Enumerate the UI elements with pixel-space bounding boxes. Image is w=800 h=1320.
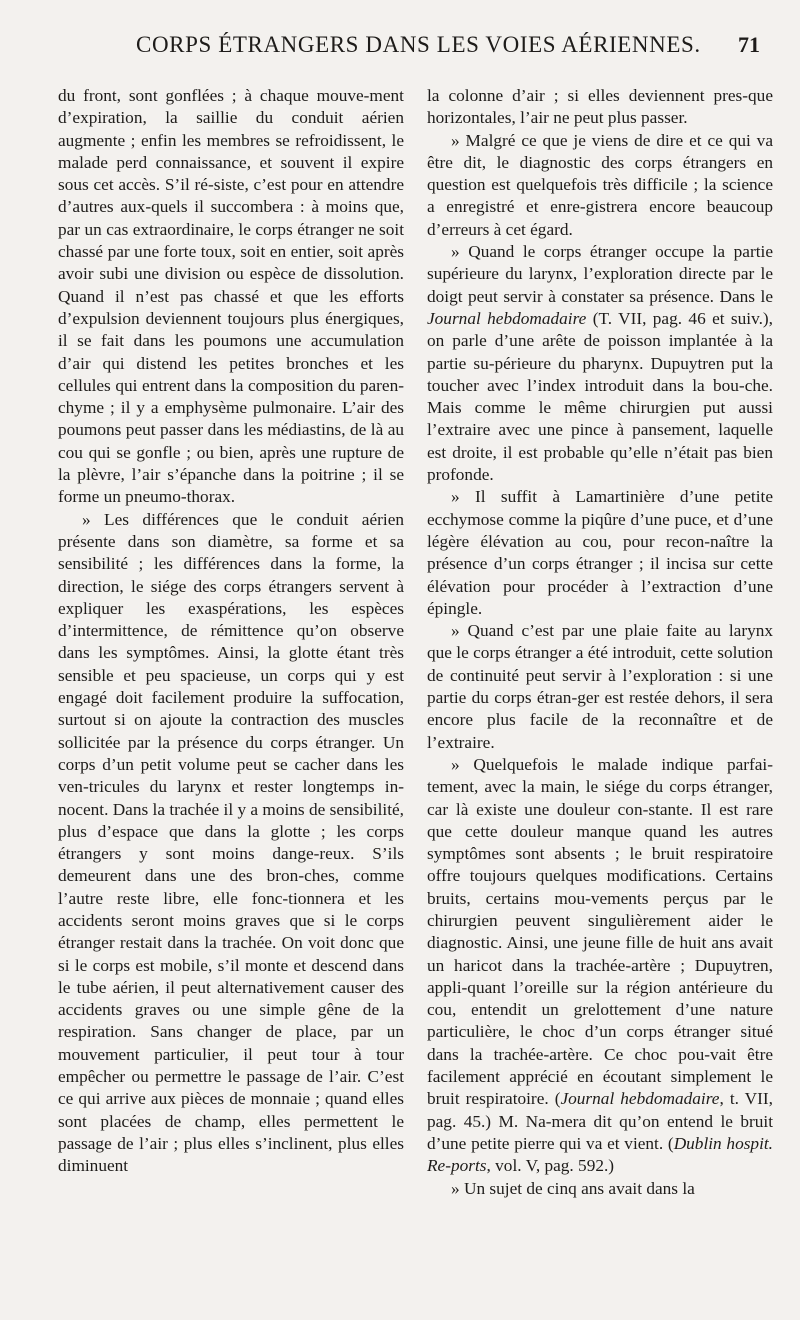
- running-title: CORPS ÉTRANGERS DANS LES VOIES AÉRIENNES.: [136, 32, 701, 57]
- paragraph: » Quand c’est par une plaie faite au larynx que le corps étranger a été introduit, cette solution de continuité peut servir à l’exploration : si une partie du corps étran-ger est restée dehors, il sera encore plus facile de la reconnaître et de l’extraire.: [427, 621, 773, 752]
- paragraph: » Quelquefois le malade indique parfai-tement, avec la main, le siége du corps étranger, car là existe une douleur con-stante. Il est rare que cette douleur manque quand les autres symptômes sont absents ; le bruit respiratoire offre toujours quelques modifications. Certains bruits, certains mou-vements perçus par le chirurgien peuvent singulièrement aider le diagnostic. Ainsi, une jeune fille de huit ans avait un haricot dans la trachée-artère ; Dupuytren, appli-quant l’oreille sur la région antérieure du cou, entendit un grelottement d’une nature particulière, le choc d’un corps étranger situé dans la trachée-artère. Ce choc pou-vait être facilement apprécié en écoutant simplement le bruit respiratoire. (Journal hebdomadaire, t. VII, pag. 45.) M. Na-mera dit qu’on entend le bruit d’une petite pierre qui va et vient. (Dublin hospit. Re-ports, vol. V, pag. 592.): [427, 754, 773, 1176]
- journal-reference: Dublin hospit. Re-ports: [427, 1133, 773, 1176]
- journal-reference: Journal hebdomadaire: [427, 308, 587, 328]
- paragraph: » Les différences que le conduit aérien présente dans son diamètre, sa forme et sa sensibilité ; les différences dans la forme, la direction, le siége des corps étrangers servent à expliquer les exaspérations, les espèces d’intermittence, de rémittence qu’on observe dans les symptômes. Ainsi, la glotte étant très sensible et peu spacieuse, un corps qui y est engagé doit facilement produire la suffocation, surtout si on ajoute la contraction des muscles sollicitée par la présence du corps étranger. Un corps d’un petit volume peut se cacher dans les ven-tricules du larynx et rester longtemps in-nocent. Dans la trachée il y a moins de sensibilité, plus d’espace que dans la glotte ; les corps étrangers y sont moins dange-reux. S’ils demeurent dans une des bron-ches, comme l’autre reste libre, elle fonc-tionnera et les accidents seront moins graves que si le corps étranger restait dans la trachée. On voit donc que si le corps est mobile, s’il monte et descend dans le tube aérien, il peut alternativement causer des accidents graves ou une simple gêne de la respiration. Sans changer de place, par un mouvement particulier, il peut tour à tour empêcher ou permettre le passage de l’air. C’est ce qui arrive aux pièces de monnaie ; quand elles sont placées de champ, elles permettent le passage de l’air ; plus elles s’inclinent, plus elles diminuent: [58, 509, 405, 1176]
- journal-reference: Journal hebdomadaire: [560, 1089, 720, 1109]
- paragraph: » Un sujet de cinq ans avait dans la: [451, 1178, 695, 1198]
- paragraph: » Il suffit à Lamartinière d’une petite ecchymose comme la piqûre d’une puce, et d’une légère élévation au cou, pour recon-naître la présence d’un corps étranger ; il incisa sur cette élévation pour procéder à l’extraction d’une épingle.: [427, 487, 773, 618]
- paragraph: la colonne d’air ; si elles deviennent pres-que horizontales, l’air ne peut plus passer.: [427, 86, 773, 128]
- right-column: [427, 85, 773, 1200]
- page-header: [136, 28, 760, 62]
- paragraph: » Quand le corps étranger occupe la partie supérieure du larynx, l’exploration directe par le doigt peut servir à constater sa présence. Dans le Journal hebdomadaire (T. VII, pag. 46 et suiv.), on parle d’une arête de poisson implantée à la partie su-périeure du pharynx. Dupuytren put la toucher avec l’index introduit dans la bou-che. Mais comme le même chirurgien put aussi l’extraire avec une pince à pansement, laquelle est droite, il est probable qu’elle n’était pas bien profonde.: [427, 242, 773, 485]
- left-column: [58, 85, 404, 1178]
- page-number: 71: [738, 32, 760, 57]
- paragraph: » Malgré ce que je viens de dire et ce qui va être dit, le diagnostic des corps étrangers en question est quelquefois très difficile ; la science a enregistré et enre-gistrera encore beaucoup d’erreurs à cet égard.: [427, 130, 773, 239]
- paragraph: du front, sont gonflées ; à chaque mouve-ment d’expiration, la saillie du conduit aérien augmente ; enfin les membres se refroidissent, le malade perd connaissance, et souvent il expire sous cet accès. S’il ré-siste, c’est pour en attendre d’autres aux-quels il succombera : à moins que, par un cas extraordinaire, le corps étranger ne soit chassé par une forte toux, soit en entier, soit après avoir subi une division ou espèce de dissolution. Quand il n’est pas chassé et que les efforts d’expulsion deviennent toujours plus énergiques, il se fait dans les poumons une accumulation d’air qui distend les petites bronches et les cellules qui entrent dans la composition du paren-chyme ; il y a emphysème pulmonaire. L’air des poumons peut passer dans les médiastins, de là au cou qui se gonfle ; ou bien, après une rupture de la plèvre, l’air s’épanche dans la poitrine ; il se forme un pneumo-thorax.: [58, 86, 404, 507]
